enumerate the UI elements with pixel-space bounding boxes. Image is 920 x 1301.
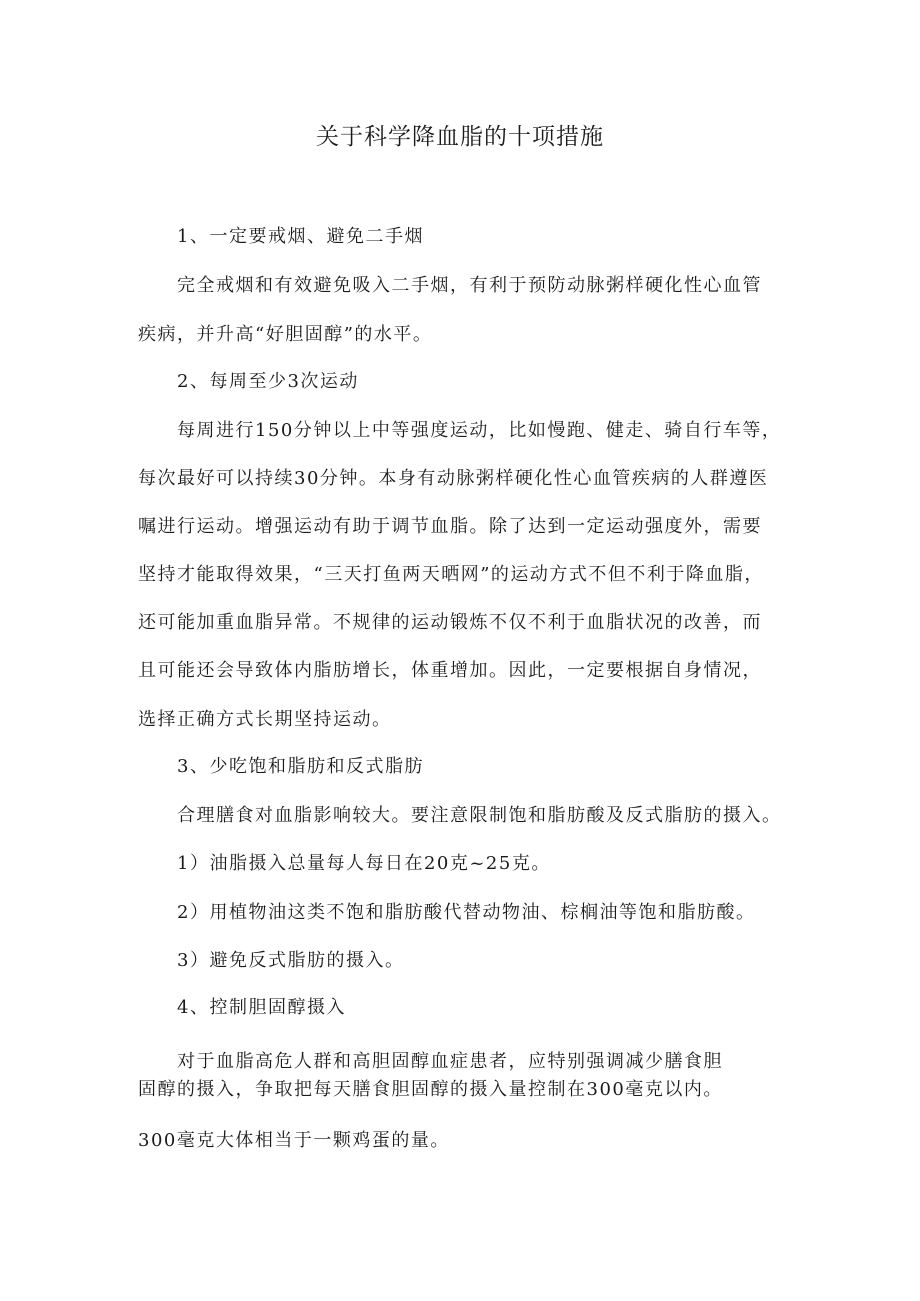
section-heading-1: 1、一定要戒烟、避免二手烟 (177, 226, 424, 247)
list-item: 3）避免反式脂肪的摄入。 (177, 950, 405, 971)
paragraph-line: 嘱进行运动。增强运动有助于调节血脂。除了达到一定运动强度外，需要 (138, 516, 762, 537)
paragraph-line: 疾病，并升高“好胆固醇”的水平。 (138, 324, 433, 345)
paragraph-line: 选择正确方式长期坚持运动。 (138, 709, 392, 730)
paragraph-line: 坚持才能取得效果，“三天打鱼两天晒网”的运动方式不但不利于降血脂， (138, 564, 764, 585)
section-heading-2: 2、每周至少3次运动 (177, 371, 359, 392)
paragraph-line: 对于血脂高危人群和高胆固醇血症患者，应特别强调减少膳食胆 (177, 1051, 723, 1072)
paragraph-line: 完全戒烟和有效避免吸入二手烟，有利于预防动脉粥样硬化性心血管 (177, 275, 762, 296)
paragraph-line: 每次最好可以持续30分钟。本身有动脉粥样硬化性心血管疾病的人群遵医 (138, 468, 769, 489)
document-title: 关于科学降血脂的十项措施 (316, 124, 604, 150)
list-item: 1）油脂摄入总量每人每日在20克~25克。 (177, 853, 551, 874)
paragraph-line: 每周进行150分钟以上中等强度运动，比如慢跑、健走、骑自行车等， (177, 420, 782, 441)
paragraph-line: 300毫克大体相当于一颗鸡蛋的量。 (138, 1130, 450, 1151)
section-heading-3: 3、少吃饱和脂肪和反式脂肪 (177, 756, 424, 777)
paragraph-line: 合理膳食对血脂影响较大。要注意限制饱和脂肪酸及反式脂肪的摄入。 (177, 805, 782, 826)
list-item: 2）用植物油这类不饱和脂肪酸代替动物油、棕榈油等饱和脂肪酸。 (177, 902, 756, 923)
paragraph-line: 且可能还会导致体内脂肪增长，体重增加。因此，一定要根据自身情况， (138, 660, 762, 681)
paragraph-line: 还可能加重血脂异常。不规律的运动锻炼不仅不利于血脂状况的改善，而 (138, 612, 762, 633)
paragraph-line: 固醇的摄入，争取把每天膳食胆固醇的摄入量控制在300毫克以内。 (138, 1079, 723, 1100)
section-heading-4: 4、控制胆固醇摄入 (177, 997, 346, 1018)
